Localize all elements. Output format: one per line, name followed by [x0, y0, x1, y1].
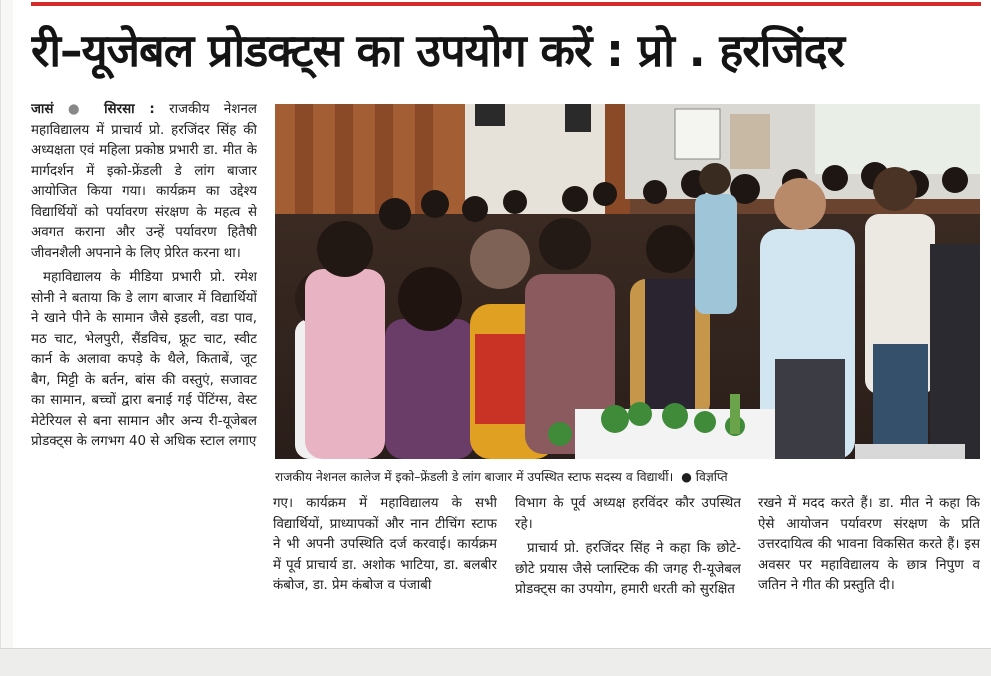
article-column-2 — [273, 494, 497, 642]
dateline-source: जासं — [31, 102, 54, 117]
dateline-separator: ● — [67, 102, 90, 117]
article-column-3 — [515, 494, 741, 642]
column-4-text: रखने में मदद करते हैं। डा. मीत ने कहा कि ऐसे आयोजन पर्यावरण संरक्षण के प्रति उत्तरदायित्व की भावना विकसित करते हैं। इस अवसर पर महाविद्यालय के छात्र निपुण व जतिन ने गीत की प्रस्तुति दी। — [758, 496, 980, 593]
article-column-4 — [758, 494, 980, 642]
page-edge — [1, 0, 13, 648]
para-1-text: राजकीय नेशनल महाविद्यालय में प्राचार्य प्रो. हरजिंदर सिंह की अध्यक्षता एवं महिला प्रकोष्ठ प्रभारी डा. मीत के मार्गदर्शन में इको-फ्रेंडली डे लांग बाजार आयोजित किया गया। कार्यक्रम का उद्देश्य विद्यार्थियों को पर्यावरण संरक्षण के महत्व से अवगत कराना और उन्हें पर्यावरण हितैषी जीवनशैली अपनाने के लिए प्रेरित करना था। — [31, 102, 257, 261]
column-3-text-b: प्राचार्य प्रो. हरजिंदर सिंह ने कहा कि छोटे-छोटे प्रयास जैसे प्लास्टिक की जगह री-यूजेबल प्रोडक्ट्स का उपयोग, हमारी धरती को सुरक्षित — [515, 541, 741, 597]
headline: री–यूजेबल प्रोडक्ट्स का उपयोग करें : प्रो . हरजिंदर — [31, 24, 845, 77]
photo-caption — [275, 466, 980, 488]
article-para-1 — [31, 100, 257, 264]
top-red-rule — [31, 2, 981, 6]
column-3-text-a: विभाग के पूर्व अध्यक्ष हरविंदर कौर उपस्थित रहे। — [515, 496, 741, 532]
news-photo — [275, 104, 980, 459]
photo-caption-text: राजकीय नेशनल कालेज में इको–फ्रेंडली डे लांग बाजार में उपस्थित स्टाफ सदस्य व विद्यार्थी। — [275, 470, 674, 484]
column-2-text: गए। कार्यक्रम में महाविद्यालय के सभी विद्यार्थियों, प्राध्यापकों और नान टीचिंग स्टाफ ने भी अपनी उपस्थिति दर्ज करवाई। कार्यक्रम में पूर्व प्राचार्य डा. अशोक भाटिया, डा. बलबीर कंबोज, डा. प्रेम कंबोज व पंजाबी — [273, 496, 497, 593]
article-para-2: महाविद्यालय के मीडिया प्रभारी प्रो. रमेश सोनी ने बताया कि डे लाग बाजार में विद्यार्थियों ने खाने पीने के सामान जैसे इडली, वडा पाव, मठ चाट, भेलपुरी, सैंडविच, फ्रूट चाट, स्वीट कार्न के अलावा कपड़े के थैले, किताबें, जूट बैग, मिट्टी के बर्तन, बांस की वस्तुएं, सजावट का सामान, बच्चों द्वारा बनाई गई पेंटिंग्स, वेस्ट मेटेरियल से बना सामान और अन्य री-यूजेबल प्रोडक्ट्स के लगभग 40 से अधिक स्टाल लगाए — [31, 270, 257, 449]
news-photo-image — [275, 104, 980, 459]
dateline-place: सिरसा : — [104, 102, 155, 117]
article-column-1 — [31, 100, 257, 640]
bottom-margin — [0, 648, 991, 676]
photo-credit: ● विज्ञप्ति — [681, 470, 728, 484]
